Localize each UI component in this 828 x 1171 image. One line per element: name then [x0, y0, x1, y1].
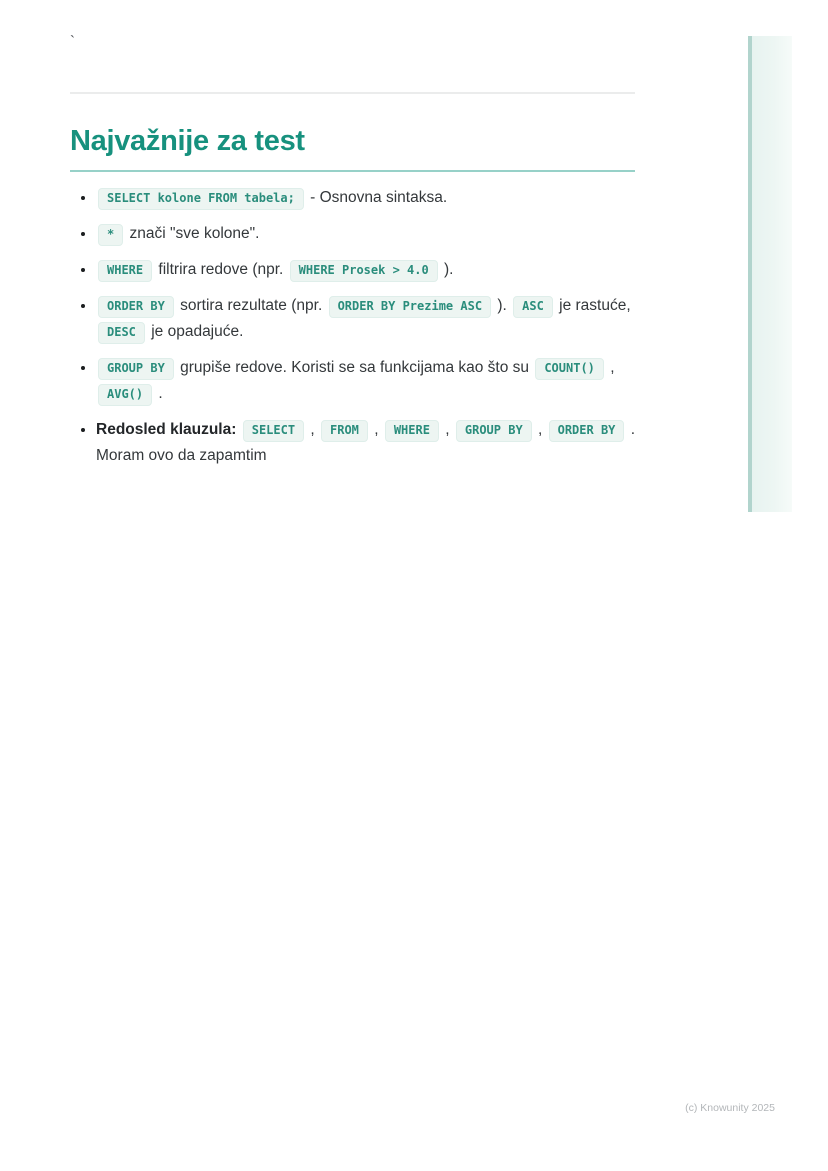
- page-title: Najvažnije za test: [70, 125, 305, 157]
- list-item-text: ,: [440, 421, 454, 438]
- list-item-text: ,: [605, 359, 615, 376]
- list-item-text: .: [626, 421, 636, 438]
- code-chip: *: [98, 224, 123, 246]
- code-chip: WHERE: [98, 260, 152, 282]
- code-chip: ORDER BY: [98, 296, 174, 318]
- list-item-note: Moram ovo da zapamtim: [96, 447, 267, 464]
- list-item: [96, 256, 662, 283]
- list-item: [96, 416, 662, 469]
- list-item-text: - Osnovna sintaksa.: [305, 189, 448, 206]
- code-chip: DESC: [98, 322, 145, 344]
- list-item-text: grupiše redove. Koristi se sa funkcijama kao što su: [175, 359, 534, 376]
- list-item-text: ,: [369, 421, 383, 438]
- list-item-text: sortira rezultate (npr.: [175, 297, 327, 314]
- code-chip: WHERE Prosek > 4.0: [290, 260, 438, 282]
- heading-underline: [70, 170, 635, 172]
- list-item-text: ).: [439, 261, 454, 278]
- code-chip: WHERE: [385, 420, 439, 442]
- list-item: [96, 354, 662, 407]
- top-divider: [70, 92, 635, 94]
- list-item: [96, 220, 662, 247]
- code-chip: ORDER BY: [549, 420, 625, 442]
- code-chip: GROUP BY: [456, 420, 532, 442]
- key-points-list: [70, 184, 662, 478]
- list-item-text: ,: [306, 421, 319, 438]
- code-chip: AVG(): [98, 384, 152, 406]
- list-item-text: ,: [533, 421, 547, 438]
- list-item-text: filtrira redove (npr.: [154, 261, 288, 278]
- list-item-text: [236, 421, 240, 438]
- code-chip: GROUP BY: [98, 358, 174, 380]
- highlight-panel: [748, 36, 792, 512]
- list-item: [96, 184, 662, 211]
- code-chip: ORDER BY Prezime ASC: [329, 296, 492, 318]
- list-item-text: je rastuće,: [554, 297, 631, 314]
- copyright-text: (c) Knowunity 2025: [685, 1102, 775, 1114]
- code-chip: COUNT(): [535, 358, 604, 380]
- list-item-text: znači "sve kolone".: [125, 225, 260, 242]
- list-item: [96, 292, 662, 345]
- code-chip: SELECT kolone FROM tabela;: [98, 188, 304, 210]
- list-item-text: je opadajuće.: [146, 323, 244, 340]
- code-chip: SELECT: [243, 420, 304, 442]
- code-chip: FROM: [321, 420, 368, 442]
- code-chip: ASC: [513, 296, 553, 318]
- bold-lead-text: Redosled klauzula:: [96, 421, 237, 438]
- stray-backtick-character: `: [70, 33, 75, 50]
- list-item-text: ).: [493, 297, 512, 314]
- list-item-text: .: [154, 385, 163, 402]
